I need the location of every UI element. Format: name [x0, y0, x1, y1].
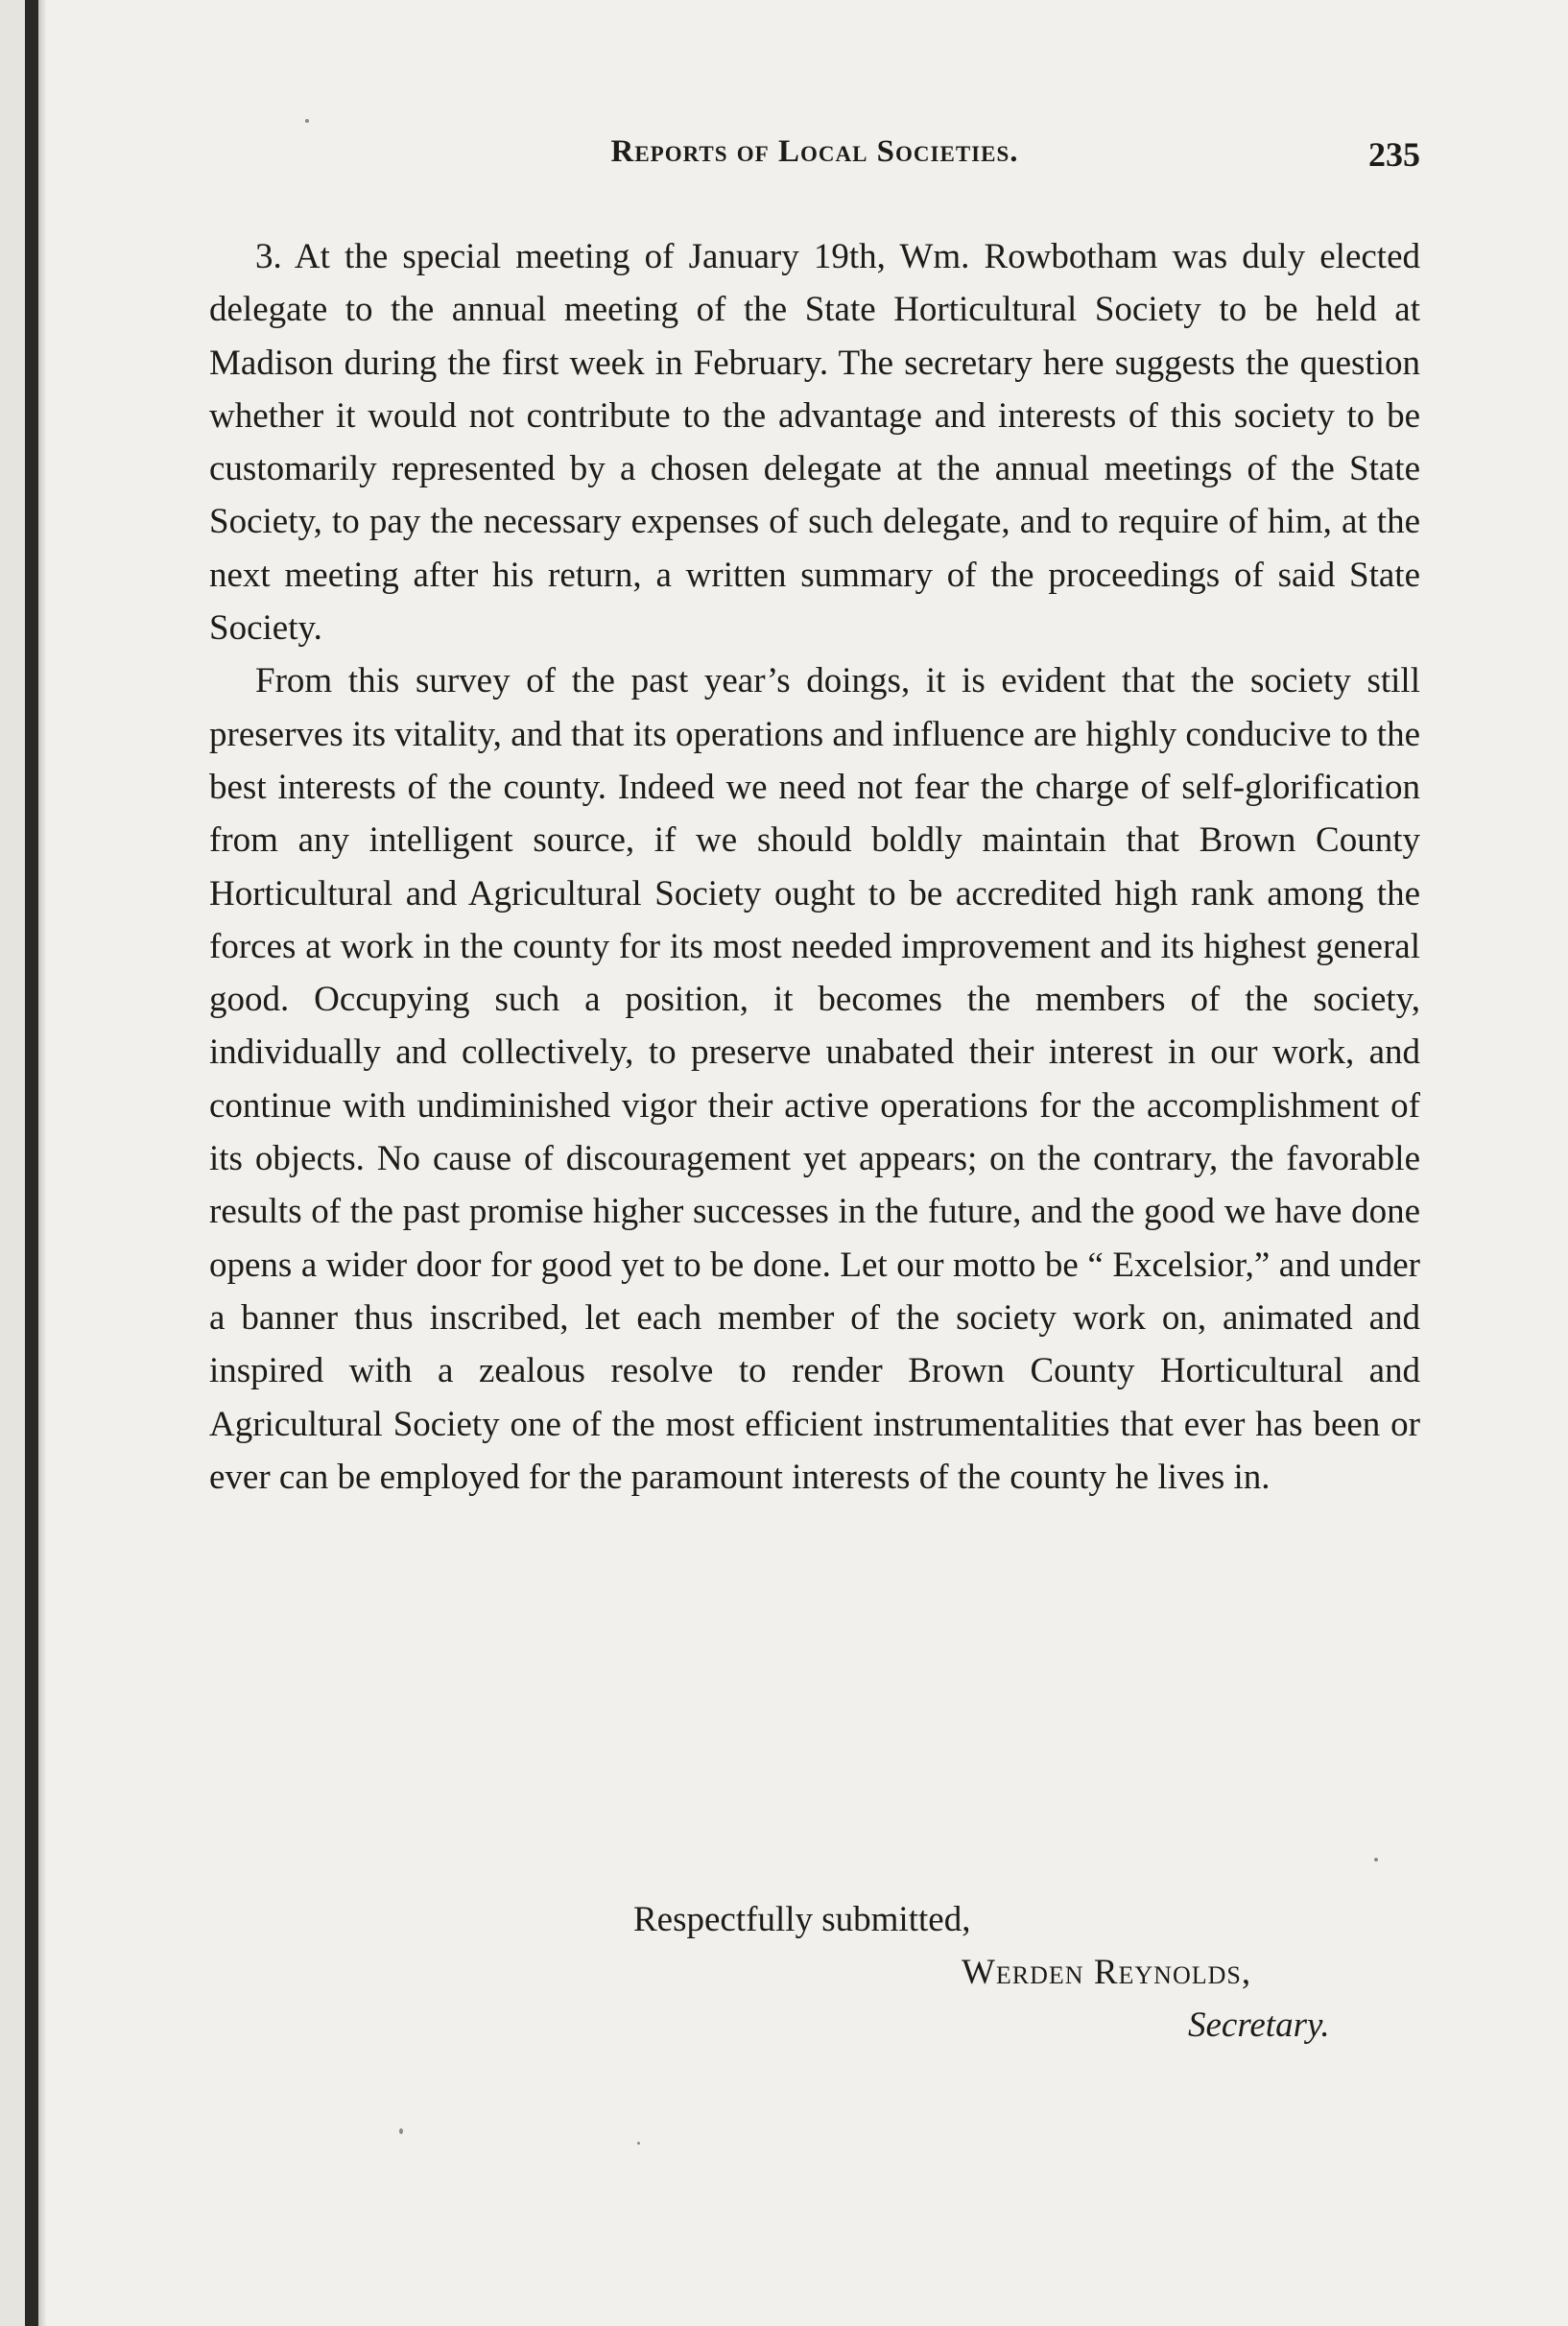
- paper-speck: [399, 2128, 403, 2134]
- signer-name: Werden Reynolds,: [962, 1953, 1252, 1992]
- body-text: [209, 230, 1420, 1504]
- paper-speck: [305, 119, 309, 123]
- signer-title: Secretary.: [1188, 2006, 1330, 2045]
- closing-remark: Respectfully submitted,: [633, 1900, 971, 1939]
- closing-signature-block: [209, 1881, 1420, 2073]
- page-header: [209, 134, 1420, 182]
- paper-speck: [637, 2142, 640, 2145]
- paragraph-year-survey: From this survey of the past year’s doings, it is evident that the society still preserves its vitality, and that its operations and influence are highly conducive to the best interests of the county. Indeed we need not fear the charge of self-glorification from any intelligent source, if we should boldly maintain that Brown County Horticultural and Agricultural Society ought to be accredited high rank among the forces at work in the county for its most needed improvement and its highest general good. Occupying such a position, it becomes the members of the society, individually and collectively, to preserve unabated their interest in our work, and continue with undiminished vigor their active operations for the accomplishment of its objects. No cause of discouragement yet appears; on the contrary, the favorable results of the past promise higher successes in the future, and the good we have done opens a wider door for good yet to be done. Let our motto be “ Excelsior,” and under a banner thus inscribed, let each member of the society work on, animated and inspired with a zealous resolve to render Brown County Horticultural and Agricultural Society one of the most efficient instrumentalities that ever has been or ever can be employed for the paramount interests of the county he lives in.: [209, 661, 1420, 1497]
- paragraph-delegate-election: 3. At the special meeting of January 19th, Wm. Rowbotham was duly elected delegate to the annual meeting of the State Horticultural Society to be held at Madison during the first week in February. The secretary here suggests the question whether it would not contribute to the advantage and interests of this society to be customarily represented by a chosen delegate at the annual meetings of the State Society, to pay the necessary expenses of such delegate, and to require of him, at the next meeting after his return, a written summary of the proceedings of said State Society.: [209, 237, 1420, 649]
- page-number: 235: [1368, 135, 1420, 174]
- running-head: Reports of Local Societies.: [610, 134, 1019, 169]
- paper-speck: [1374, 1858, 1378, 1862]
- page-binding-edge: [0, 0, 46, 2326]
